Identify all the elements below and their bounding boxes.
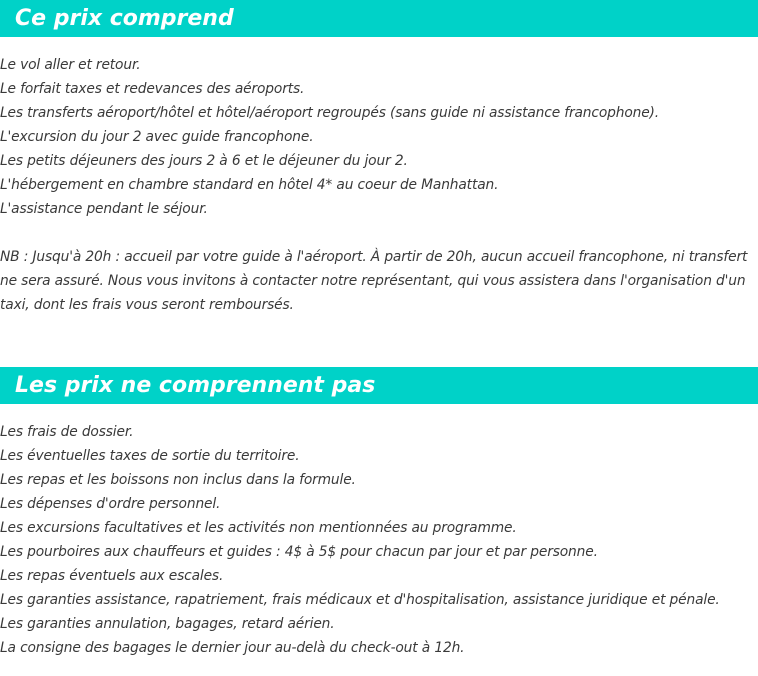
excluded-section-title: Les prix ne comprennent pas: [15, 373, 376, 398]
list-item: Les repas éventuels aux escales.: [0, 568, 224, 584]
list-item: Les transferts aéroport/hôtel et hôtel/aéroport regroupés (sans guide ni assistance francophone).: [0, 105, 660, 121]
list-item: L'excursion du jour 2 avec guide francophone.: [0, 129, 314, 145]
list-item: Les dépenses d'ordre personnel.: [0, 496, 221, 512]
list-item: Les éventuelles taxes de sortie du territoire.: [0, 448, 300, 464]
list-item: L'hébergement en chambre standard en hôtel 4* au coeur de Manhattan.: [0, 177, 499, 193]
list-item: Le vol aller et retour.: [0, 57, 141, 73]
list-item: Les garanties assistance, rapatriement, frais médicaux et d'hospitalisation, assistance juridique et pénale.: [0, 592, 720, 608]
list-item: Les garanties annulation, bagages, retard aérien.: [0, 616, 335, 632]
excluded-section-header: [0, 367, 758, 404]
list-item: Le forfait taxes et redevances des aéroports.: [0, 81, 305, 97]
list-item: La consigne des bagages le dernier jour au-delà du check-out à 12h.: [0, 640, 465, 656]
included-section-header: [0, 0, 758, 37]
included-section-title: Ce prix comprend: [15, 6, 234, 31]
included-note: NB : Jusqu'à 20h : accueil par votre guide à l'aéroport. À partir de 20h, aucun accueil francophone, ni transfert ne sera assuré. Nous vous invitons à contacter notre représentant, qui vous assistera dans l'organisation d'un taxi, dont les frais vous seront remboursés.: [0, 249, 748, 313]
list-item: Les repas et les boissons non inclus dans la formule.: [0, 472, 356, 488]
list-item: Les petits déjeuners des jours 2 à 6 et le déjeuner du jour 2.: [0, 153, 408, 169]
list-item: Les pourboires aux chauffeurs et guides : 4$ à 5$ pour chacun par jour et par personne.: [0, 544, 598, 560]
list-item: Les frais de dossier.: [0, 424, 134, 440]
excluded-list: [0, 420, 756, 660]
list-item: L'assistance pendant le séjour.: [0, 201, 208, 217]
included-list: [0, 53, 756, 221]
list-item: Les excursions facultatives et les activités non mentionnées au programme.: [0, 520, 517, 536]
